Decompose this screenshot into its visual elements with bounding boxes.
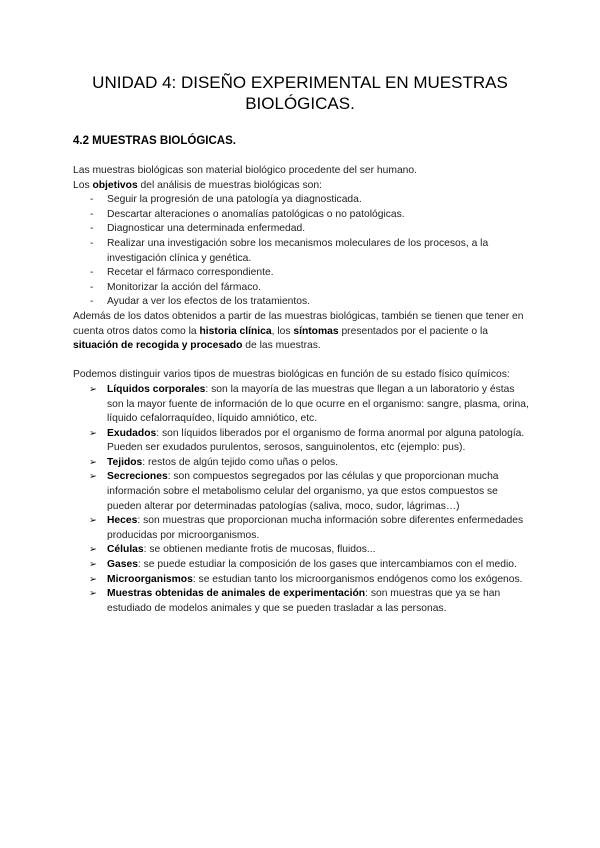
type-name: Gases [107,559,138,571]
arrow-bullet-icon: ➢ [89,471,97,483]
objectives-intro-post: del análisis de muestras biológicas son: [137,179,322,191]
document-body [73,164,533,616]
title-line-1: UNIDAD 4: DISEÑO EXPERIMENTAL EN MUESTRAS [92,73,508,92]
type-name: Líquidos corporales [107,383,206,395]
arrow-bullet-icon: ➢ [89,544,97,556]
arrow-bullet-icon: ➢ [89,573,97,585]
arrow-bullet-icon: ➢ [89,559,97,571]
list-item [73,222,533,237]
section-heading: 4.2 MUESTRAS BIOLÓGICAS. [73,135,236,147]
dash-bullet: - [90,194,94,206]
arrow-bullet-icon: ➢ [89,456,97,468]
type-description: : son compuestos segregados por las células y que proporcionan mucha información sobre el metabolismo celular del organismo, ya que estos compuestos se pueden alterar por determinadas patologías (saliva, moco, sudor, lágrimas…) [107,471,499,512]
additional-text-2: , los [271,325,294,337]
list-item [73,543,533,558]
type-name: Exudados [107,427,157,439]
arrow-bullet-icon: ➢ [89,427,97,439]
objectives-intro [73,179,533,194]
list-item [73,266,533,281]
dash-bullet: - [90,267,94,279]
type-description: : se obtienen mediante frotis de mucosas, fluidos... [143,544,376,556]
list-item [73,587,533,616]
list-item-text: Diagnosticar una determinada enfermedad. [107,223,306,235]
list-item [73,237,533,266]
list-item [73,193,533,208]
type-name: Tejidos [107,456,143,468]
additional-text-3: presentados por el paciente o la [338,325,488,337]
list-item [73,208,533,223]
arrow-bullet-icon: ➢ [89,515,97,527]
type-name: Heces [107,515,138,527]
types-intro: Podemos distinguir varios tipos de muestras biológicas en función de su estado físico químicos: [73,369,510,381]
paragraph-spacer [73,354,533,369]
title-line-2: BIOLÓGICAS. [245,94,355,113]
list-item [73,295,533,310]
dash-bullet: - [90,237,94,249]
type-name: Muestras obtenidas de animales de experimentación [107,588,366,600]
list-item [73,456,533,471]
type-description: : se estudian tanto los microorganismos endógenos como los exógenos. [192,573,523,585]
dash-bullet: - [90,223,94,235]
type-name: Células [107,544,144,556]
list-item [73,281,533,296]
type-description: : restos de algún tejido como uñas o pelos. [142,456,339,468]
type-description: : son la mayoría de las muestras que llegan a un laboratorio y éstas son la mayor fuente de información de lo que ocurre en el organismo: sangre, plasma, orina, líquido cefalorraquídeo, líquido amniótico, etc. [107,383,529,425]
list-item-text: Descartar alteraciones o anomalías patológicas o no patológicas. [107,208,405,220]
list-item-text: Recetar el fármaco correspondiente. [107,267,274,279]
intro-paragraph: Las muestras biológicas son material biológico procedente del ser humano. [73,165,417,176]
additional-bold-1: historia clínica [199,325,272,337]
objectives-intro-pre: Los [73,179,93,191]
list-item [73,573,533,588]
list-item [73,514,533,543]
additional-paragraph [73,310,533,354]
dash-bullet: - [90,208,94,220]
type-description: : son líquidos liberados por el organismo de forma anormal por alguna patología. Pueden ser exudados purulentos, serosos, sanguinolentos, etc (ejemplo: pus). [107,427,525,454]
dash-bullet: - [90,281,94,293]
arrow-bullet-icon: ➢ [89,383,97,395]
type-name: Microorganismos [107,573,193,585]
additional-bold-2: síntomas [293,325,339,337]
arrow-bullet-icon: ➢ [89,588,97,600]
type-description: : son muestras que ya se han estudiado de modelos animales y que se pueden trasladar a las personas. [107,588,501,614]
list-item-text: Seguir la progresión de una patología ya diagnosticada. [107,194,362,206]
list-item-text: Monitorizar la acción del fármaco. [107,281,261,293]
list-item [73,470,533,514]
list-item-text: Realizar una investigación sobre los mecanismos moleculares de los procesos, a la investigación clínica y genética. [107,237,489,264]
type-description: : son muestras que proporcionan mucha información sobre diferentes enfermedades producidas por microorganismos. [107,515,524,541]
list-item [73,558,533,573]
page-title [60,72,540,114]
list-item [73,427,533,456]
objectives-intro-bold: objetivos [92,179,138,191]
list-item [73,383,533,427]
additional-text-1: Además de los datos obtenidos a partir de las muestras biológicas, también se tienen que tener en cuenta otros datos como la [73,310,524,337]
additional-bold-3: situación de recogida y procesado [73,340,243,352]
type-description: : se puede estudiar la composición de los gases que intercambiamos con el medio. [137,559,517,571]
additional-text-4: de las muestras. [242,340,321,352]
list-item-text: Ayudar a ver los efectos de los tratamientos. [107,296,310,308]
sample-types-list [73,383,533,617]
objectives-list [73,193,533,310]
type-name: Secreciones [107,471,168,483]
dash-bullet: - [90,296,94,308]
